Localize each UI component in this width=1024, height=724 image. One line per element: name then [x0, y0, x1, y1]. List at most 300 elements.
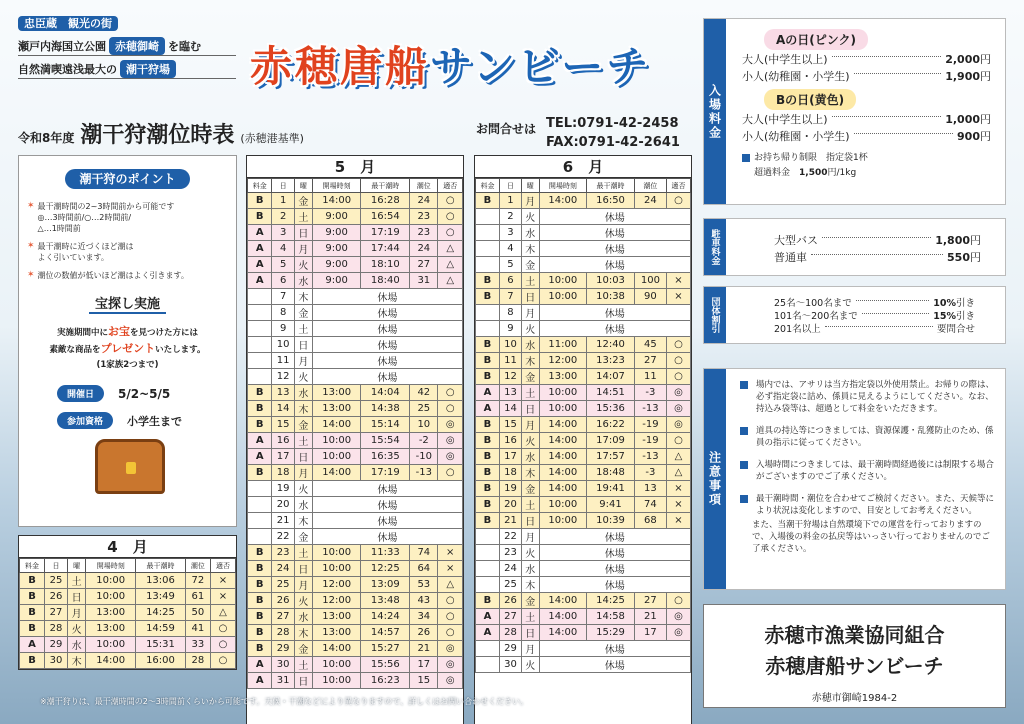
header-tags: [18, 12, 236, 79]
table-row: [248, 225, 463, 241]
column-header: 料金: [248, 179, 272, 193]
treasure-chest-icon: [95, 439, 165, 494]
table-row: [476, 225, 691, 241]
group-range: 25名～100名まで: [774, 297, 852, 309]
table-cell: 19:41: [587, 481, 635, 497]
note-item: [740, 459, 995, 483]
table-cell: ○: [666, 337, 690, 353]
table-cell: 9: [499, 321, 521, 337]
point-text: 潮位の数値が低いほど潮はよく引きます。: [37, 271, 189, 280]
table-cell: 9:00: [312, 273, 361, 289]
table-cell: 木: [521, 353, 539, 369]
table-cell: 23: [499, 545, 521, 561]
group-panel: [703, 286, 1006, 344]
table-cell: B: [248, 609, 272, 625]
table-cell: 13:09: [361, 577, 410, 593]
table-row: [476, 625, 691, 641]
table-cell: 18:40: [361, 273, 410, 289]
table-cell: 6: [499, 273, 521, 289]
table-row: [20, 621, 236, 637]
table-cell: 水: [294, 385, 312, 401]
table-cell: ○: [438, 593, 463, 609]
table-cell: ◎: [438, 657, 463, 673]
table-row: [248, 673, 463, 689]
table-row: [476, 433, 691, 449]
column-header: 日: [499, 179, 521, 193]
table-cell: 10:39: [587, 513, 635, 529]
table-cell: 19: [272, 481, 294, 497]
table-row: [248, 209, 463, 225]
table-cell: 23: [410, 209, 438, 225]
table-cell: 10:00: [539, 273, 587, 289]
table-cell: 火: [521, 545, 539, 561]
table-cell: 14:25: [136, 605, 186, 621]
table-cell: 土: [521, 385, 539, 401]
table-cell: B: [476, 433, 500, 449]
table-cell: 月: [294, 353, 312, 369]
table-cell: 木: [294, 625, 312, 641]
table-row: [476, 609, 691, 625]
table-row: [476, 497, 691, 513]
treasure-highlight: お宝: [108, 325, 130, 338]
month-title: 4 月: [19, 536, 236, 558]
column-header: 料金: [20, 559, 45, 573]
fees-label: 入場料金: [704, 19, 726, 204]
group-discount: 10%: [933, 297, 956, 309]
table-cell: 30: [45, 653, 68, 669]
table-row: [476, 241, 691, 257]
column-header: 日: [272, 179, 294, 193]
table-cell: 13:00: [312, 625, 361, 641]
fiscal-year: 令和8年度: [18, 131, 75, 145]
table-cell: 木: [67, 653, 85, 669]
table-row: [248, 257, 463, 273]
table-cell: 14:00: [539, 465, 587, 481]
point-item: [27, 270, 228, 281]
table-cell: 15:14: [361, 417, 410, 433]
table-cell: 日: [521, 289, 539, 305]
table-cell: 16:35: [361, 449, 410, 465]
table-cell: 水: [521, 561, 539, 577]
table-row: [248, 497, 463, 513]
treasure-limit: (1家族2つまで): [96, 360, 159, 370]
table-cell: B: [476, 417, 500, 433]
table-cell: 16:00: [136, 653, 186, 669]
table-cell: 61: [185, 589, 210, 605]
table-cell: 17: [272, 449, 294, 465]
table-cell: 18:48: [587, 465, 635, 481]
table-row: [476, 385, 691, 401]
closed-cell: 休場: [539, 641, 691, 657]
table-cell: 14:00: [86, 653, 136, 669]
table-row: [476, 337, 691, 353]
table-cell: 12:25: [361, 561, 410, 577]
table-cell: 10: [272, 337, 294, 353]
table-cell: 日: [294, 337, 312, 353]
table-cell: 火: [67, 621, 85, 637]
table-cell: 日: [294, 449, 312, 465]
parking-label: 駐車料金: [704, 219, 726, 275]
table-cell: 14:25: [587, 593, 635, 609]
table-cell: 水: [521, 449, 539, 465]
closed-cell: 休場: [539, 321, 691, 337]
table-row: [476, 401, 691, 417]
table-row: [476, 593, 691, 609]
table-cell: 28: [185, 653, 210, 669]
table-cell: 2: [272, 209, 294, 225]
table-row: [476, 513, 691, 529]
column-header: 潮位: [185, 559, 210, 573]
table-cell: 13: [634, 481, 666, 497]
points-title: 潮干狩のポイント: [65, 169, 189, 189]
footer-note: ※潮干狩りは、最干潮時間の2～3時間前くらいから可能です。天候・干潮などにより異なりますので、詳しくはお問い合わせください。: [40, 697, 529, 706]
table-cell: 火: [294, 593, 312, 609]
table-cell: [476, 657, 500, 673]
table-cell: [476, 241, 500, 257]
table-cell: 月: [521, 305, 539, 321]
table-cell: ○: [438, 609, 463, 625]
table-cell: 10:00: [86, 573, 136, 589]
table-row: [248, 337, 463, 353]
contact-label: お問合せは: [476, 122, 537, 136]
table-cell: 4: [499, 241, 521, 257]
closed-cell: 休場: [539, 209, 691, 225]
table-row: [248, 193, 463, 209]
table-cell: [248, 353, 272, 369]
point-item: [27, 201, 228, 234]
group-row: [774, 295, 975, 308]
table-cell: 土: [294, 657, 312, 673]
table-row: [248, 305, 463, 321]
closed-cell: 休場: [539, 241, 691, 257]
table-cell: 14:57: [361, 625, 410, 641]
table-cell: 水: [294, 497, 312, 513]
limit-text: お持ち帰り制限 指定袋1杯: [754, 153, 868, 163]
group-label: 団体割引: [704, 287, 726, 343]
table-cell: 7: [272, 289, 294, 305]
header-highlight: 赤穂御崎: [109, 37, 165, 55]
note-text: 場内では、アサリは当方指定袋以外使用禁止。お帰りの際は、必ず指定袋に詰め、係員に見えるようにしてください。なお、持込み袋等は、超過として料金をいただきます。: [756, 380, 995, 414]
table-cell: 14:00: [312, 193, 361, 209]
fee-row: [742, 127, 991, 144]
table-cell: 金: [294, 193, 312, 209]
column-header: 日: [45, 559, 68, 573]
table-cell: 15:56: [361, 657, 410, 673]
table-cell: ×: [666, 289, 690, 305]
table-cell: 50: [185, 605, 210, 621]
table-row: [248, 433, 463, 449]
point-text: △…1時間前: [37, 224, 81, 233]
table-cell: 14: [272, 401, 294, 417]
note-text: また、当潮干狩場は自然環境下での運営を行っておりますので、入場後の料金の払戻等はいっさい行っておりませんのでご了承ください。: [752, 520, 990, 554]
table-row: [476, 449, 691, 465]
title-kanji: 赤穂唐船: [250, 42, 431, 91]
table-cell: ○: [210, 621, 235, 637]
table-cell: 土: [294, 545, 312, 561]
table-cell: B: [20, 621, 45, 637]
table-cell: 29: [499, 641, 521, 657]
table-cell: 24: [499, 561, 521, 577]
table-cell: ◎: [666, 401, 690, 417]
closed-cell: 休場: [312, 497, 462, 513]
table-cell: 4: [272, 241, 294, 257]
table-cell: ○: [438, 401, 463, 417]
table-cell: 水: [67, 637, 85, 653]
table-cell: 日: [521, 401, 539, 417]
table-cell: 月: [294, 241, 312, 257]
closed-cell: 休場: [539, 545, 691, 561]
table-row: [248, 353, 463, 369]
table-cell: 15:27: [361, 641, 410, 657]
table-cell: A: [248, 273, 272, 289]
treasure-text: 実施期間中に: [56, 328, 108, 338]
vehicle-type: 大型バス: [774, 233, 818, 247]
table-cell: ×: [666, 513, 690, 529]
table-cell: 41: [185, 621, 210, 637]
group-discount: 15%: [933, 310, 956, 322]
table-row: [248, 657, 463, 673]
table-cell: 水: [294, 609, 312, 625]
table-cell: -10: [410, 449, 438, 465]
fax-number: FAX:0791-42-2641: [546, 135, 680, 150]
fees-panel: [703, 18, 1006, 205]
table-cell: 19: [499, 481, 521, 497]
table-cell: 53: [410, 577, 438, 593]
a-day-title: Aの日(ピンク): [764, 29, 868, 50]
table-cell: 14:24: [361, 609, 410, 625]
org-name: 赤穂市漁業協同組合: [764, 623, 945, 647]
tag-chushingura: 忠臣蔵 観光の街: [18, 16, 118, 31]
table-cell: 金: [521, 593, 539, 609]
table-cell: A: [476, 385, 500, 401]
table-row: [248, 385, 463, 401]
closed-cell: 休場: [312, 321, 462, 337]
off-text: 引き: [955, 297, 975, 309]
table-cell: 12:00: [312, 577, 361, 593]
table-cell: 100: [634, 273, 666, 289]
table-cell: ○: [438, 225, 463, 241]
table-cell: 10:00: [539, 513, 587, 529]
table-cell: 15:54: [361, 433, 410, 449]
parking-row: [774, 231, 981, 248]
table-cell: 24: [410, 241, 438, 257]
table-cell: 90: [634, 289, 666, 305]
closed-cell: 休場: [539, 657, 691, 673]
table-cell: 土: [67, 573, 85, 589]
table-cell: 13:00: [312, 401, 361, 417]
table-cell: 11: [272, 353, 294, 369]
title-kana: サンビーチ: [430, 42, 652, 91]
table-cell: B: [248, 545, 272, 561]
table-cell: 土: [294, 433, 312, 449]
table-cell: 10:00: [312, 545, 361, 561]
point-item: [27, 241, 228, 263]
star-icon: ✶: [27, 270, 35, 280]
fee-price: 2,000: [945, 52, 980, 66]
table-cell: B: [476, 449, 500, 465]
closed-cell: 休場: [539, 305, 691, 321]
table-row: [476, 481, 691, 497]
table-cell: 27: [634, 353, 666, 369]
table-cell: ◎: [666, 385, 690, 401]
table-cell: 45: [634, 337, 666, 353]
table-cell: 34: [410, 609, 438, 625]
table-row: [476, 257, 691, 273]
column-header: 適否: [210, 559, 235, 573]
table-cell: B: [476, 465, 500, 481]
table-cell: B: [248, 385, 272, 401]
table-cell: 15: [499, 417, 521, 433]
org-facility: 赤穂唐船サンビーチ: [765, 654, 944, 678]
table-row: [248, 641, 463, 657]
table-cell: 1: [499, 193, 521, 209]
table-cell: [248, 529, 272, 545]
table-cell: A: [20, 637, 45, 653]
table-cell: 21: [272, 513, 294, 529]
bullet-icon: [740, 381, 748, 389]
table-row: [248, 577, 463, 593]
table-cell: B: [476, 369, 500, 385]
table-cell: -13: [634, 449, 666, 465]
table-cell: 17:19: [361, 225, 410, 241]
table-row: [248, 609, 463, 625]
table-cell: 29: [45, 637, 68, 653]
table-cell: -19: [634, 417, 666, 433]
table-cell: 6: [272, 273, 294, 289]
table-cell: 5: [272, 257, 294, 273]
table-cell: 10:03: [587, 273, 635, 289]
table-cell: [476, 305, 500, 321]
table-cell: 土: [521, 273, 539, 289]
table-cell: 16:28: [361, 193, 410, 209]
table-cell: 9:00: [312, 257, 361, 273]
closed-cell: 休場: [312, 353, 462, 369]
table-cell: ×: [666, 273, 690, 289]
table-cell: 10:00: [312, 561, 361, 577]
treasure-title: 宝探し実施: [89, 297, 166, 314]
table-cell: 9: [272, 321, 294, 337]
header-text: を臨む: [168, 40, 201, 53]
table-cell: 金: [521, 369, 539, 385]
table-cell: ×: [438, 561, 463, 577]
table-cell: 13:00: [539, 369, 587, 385]
table-cell: B: [476, 193, 500, 209]
table-cell: A: [476, 625, 500, 641]
table-cell: ○: [210, 653, 235, 669]
table-cell: 24: [634, 193, 666, 209]
table-row: [476, 193, 691, 209]
table-cell: 64: [410, 561, 438, 577]
table-cell: 火: [521, 321, 539, 337]
note-item: [740, 493, 995, 517]
event-date: 5/2~5/5: [118, 386, 171, 401]
group-discount: 要問合せ: [936, 323, 975, 335]
table-cell: 31: [272, 673, 294, 689]
table-cell: 金: [294, 529, 312, 545]
table-cell: ○: [438, 625, 463, 641]
table-cell: △: [210, 605, 235, 621]
closed-cell: 休場: [312, 289, 462, 305]
closed-cell: 休場: [539, 529, 691, 545]
table-cell: 16:22: [587, 417, 635, 433]
table-cell: 25: [272, 577, 294, 593]
table-cell: 16: [272, 433, 294, 449]
table-cell: B: [248, 577, 272, 593]
table-cell: 木: [294, 513, 312, 529]
table-cell: 土: [521, 609, 539, 625]
table-cell: B: [248, 593, 272, 609]
table-cell: 日: [294, 561, 312, 577]
table-cell: 16: [499, 433, 521, 449]
b-day-title: Bの日(黄色): [764, 89, 856, 110]
table-cell: 木: [521, 241, 539, 257]
table-row: [476, 417, 691, 433]
treasure-text: 素敵な商品を: [49, 345, 101, 355]
table-cell: ◎: [666, 609, 690, 625]
table-cell: B: [476, 337, 500, 353]
table-cell: 5: [499, 257, 521, 273]
table-cell: -3: [634, 465, 666, 481]
table-cell: △: [666, 465, 690, 481]
table-cell: 14:04: [361, 385, 410, 401]
table-cell: ○: [438, 385, 463, 401]
table-cell: 16:50: [587, 193, 635, 209]
notes-label: 注意事項: [704, 369, 726, 589]
closed-cell: 休場: [312, 337, 462, 353]
bullet-icon: [742, 154, 750, 162]
table-cell: 28: [45, 621, 68, 637]
table-cell: 月: [294, 577, 312, 593]
table-cell: 15:31: [136, 637, 186, 653]
fee-category: 小人(幼稚園・小学生): [742, 69, 850, 83]
date-label: 開催日: [57, 385, 104, 402]
table-cell: 26: [499, 593, 521, 609]
qualification: 小学生まで: [127, 414, 183, 428]
column-header: 開場時刻: [86, 559, 136, 573]
table-cell: 13: [499, 385, 521, 401]
table-cell: [248, 289, 272, 305]
table-cell: [476, 577, 500, 593]
yen: 円: [970, 250, 981, 264]
table-row: [20, 605, 236, 621]
month-title: 5 月: [247, 156, 463, 178]
table-cell: 14:00: [312, 465, 361, 481]
table-row: [20, 637, 236, 653]
group-row: [774, 308, 975, 321]
may-table: [246, 155, 464, 724]
table-cell: 14:51: [587, 385, 635, 401]
header-highlight: 潮干狩場: [120, 60, 176, 78]
table-cell: 10:00: [312, 449, 361, 465]
points-panel: [18, 155, 237, 527]
table-cell: 11: [499, 353, 521, 369]
column-header: 曜: [521, 179, 539, 193]
table-cell: 14:00: [539, 449, 587, 465]
table-cell: 16:54: [361, 209, 410, 225]
table-cell: [476, 257, 500, 273]
point-text: 最干潮時に近づくほど潮は: [37, 242, 134, 251]
note-text: 入場時間につきましては、最干潮時間経過後には制限する場合がございますのでご了承ください。: [756, 460, 994, 482]
table-row: [476, 657, 691, 673]
table-cell: ○: [438, 193, 463, 209]
table-row: [476, 545, 691, 561]
point-text: よく引いています。: [37, 253, 109, 262]
over-price: 1,500: [799, 168, 828, 178]
table-cell: 15: [272, 417, 294, 433]
column-header: 曜: [294, 179, 312, 193]
table-cell: 22: [499, 529, 521, 545]
point-text: 最干潮時間の2~3時間前から可能です: [37, 202, 175, 211]
